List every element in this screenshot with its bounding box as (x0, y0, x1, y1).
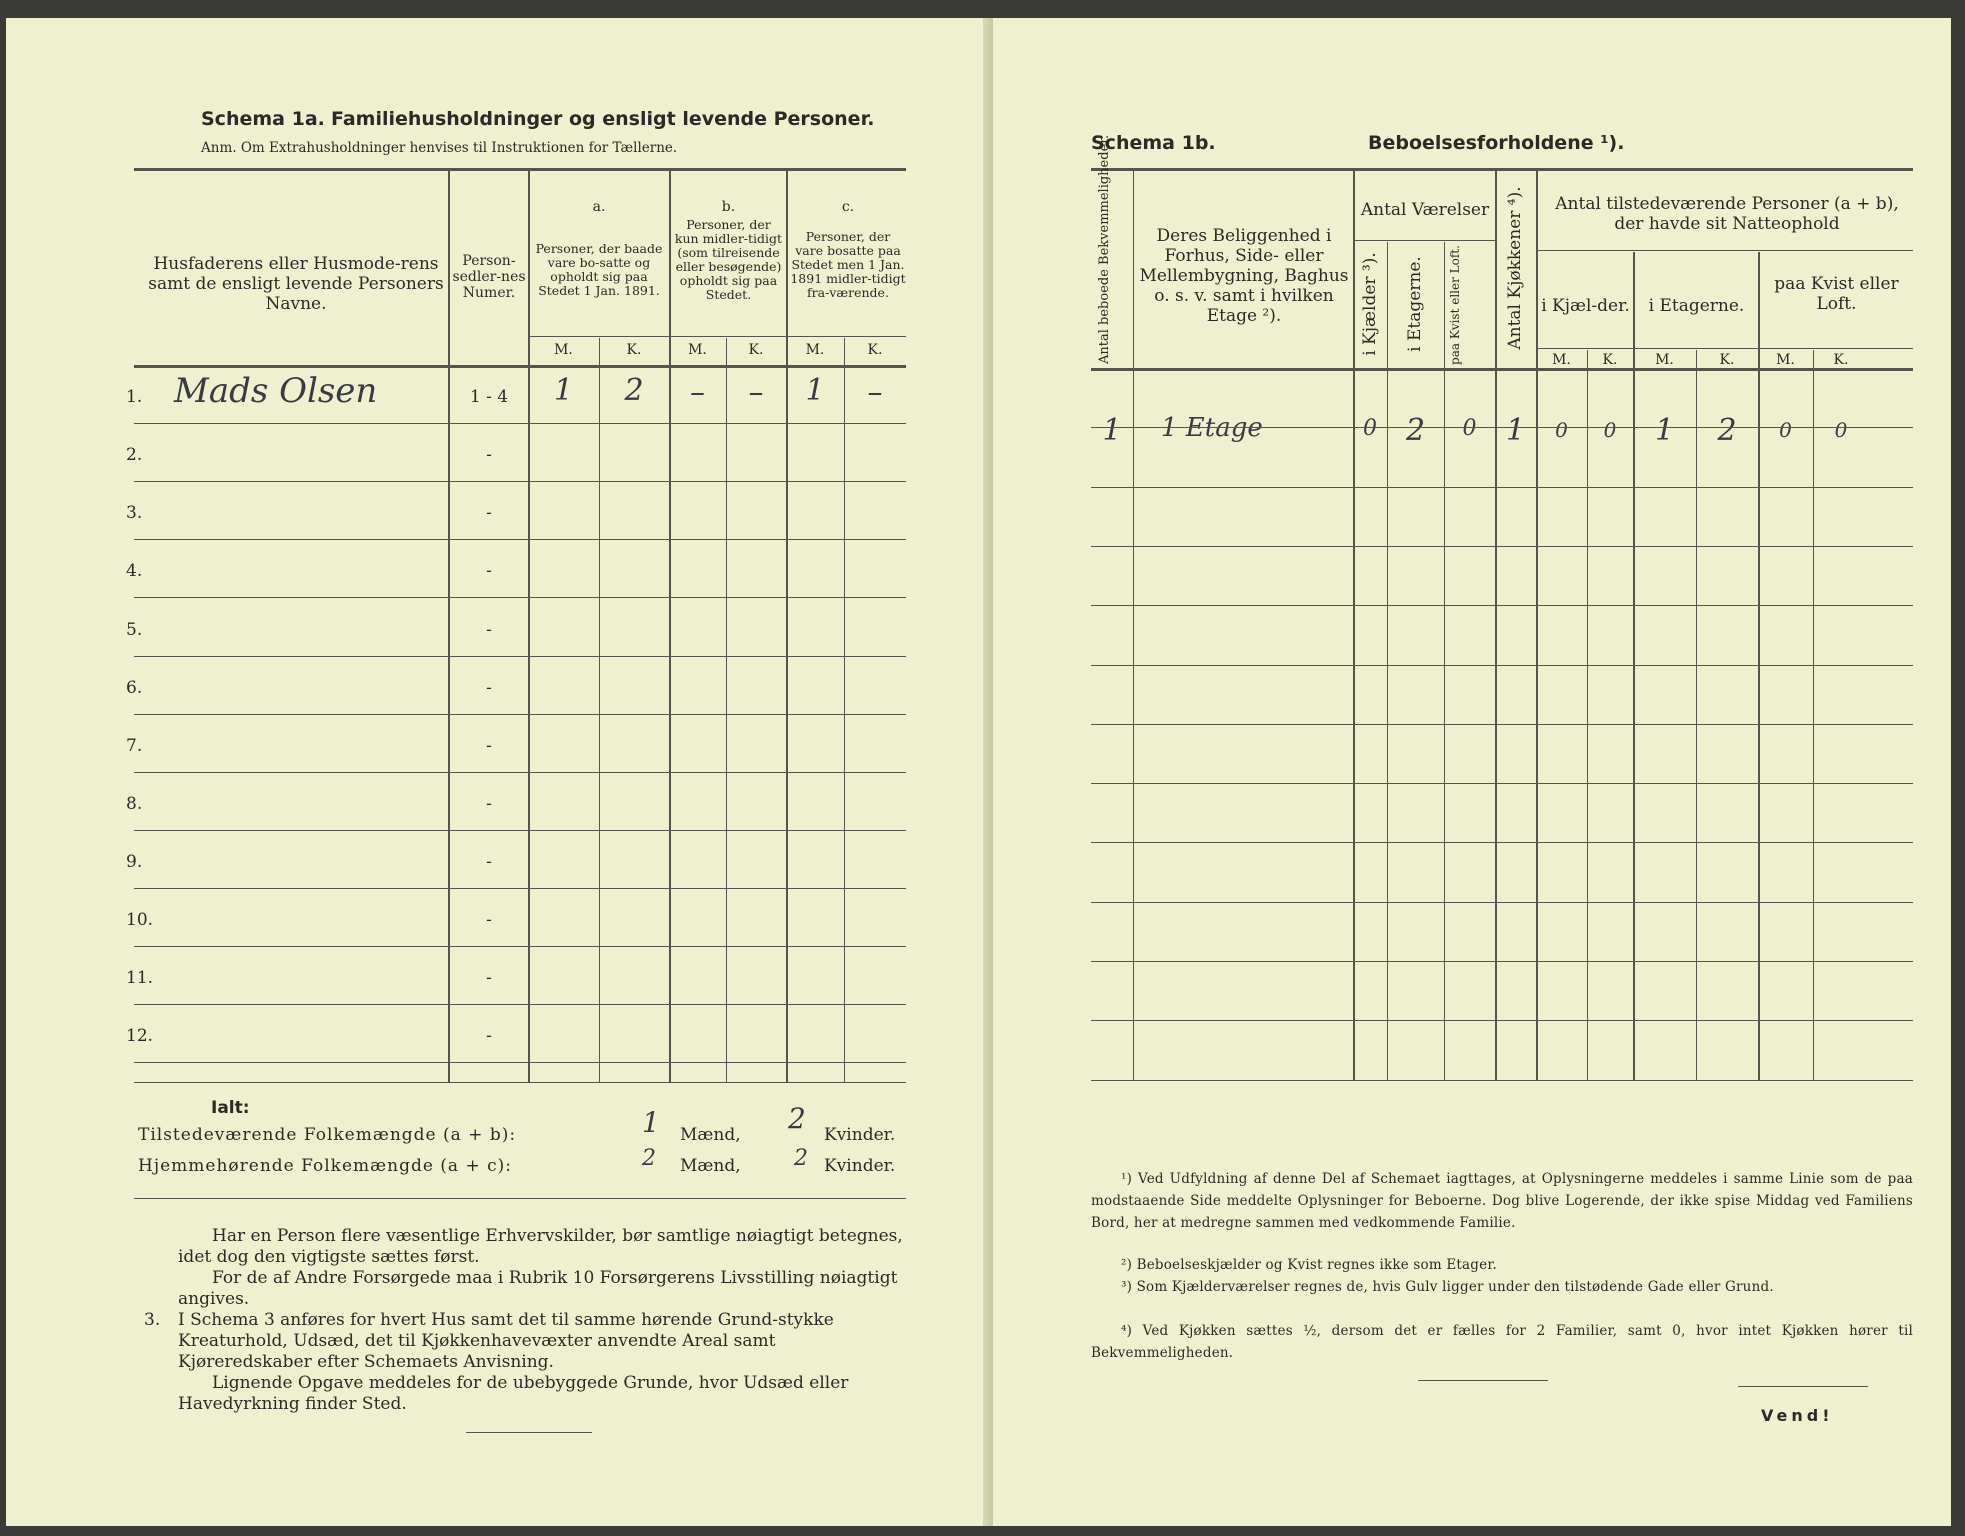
anm-note: Anm. Om Extrahusholdninger henvises til Instruktionen for Tællerne. (201, 140, 678, 156)
row-rule (134, 772, 906, 773)
right-page (993, 18, 1951, 1526)
col-b-header: Personer, der kun midler-tidigt (som tilreisende eller besøgende) opholdt sig paa Stedet. (674, 217, 783, 302)
row-person-num: - (486, 793, 492, 814)
col-paa-kvist-header: paa Kvist eller Loft. (1774, 274, 1899, 314)
col-i-kjaelder-header: i Kjæl-der. (1541, 296, 1630, 316)
hjem-m-value: 2 (642, 1146, 656, 1171)
row-rule (134, 597, 906, 598)
row-person-num: - (486, 561, 492, 582)
schema-1b-label: Schema 1b. (1091, 132, 1216, 154)
row-a-k: 2 (624, 373, 644, 409)
col-bekv-header: Antal beboede Bekvemmeligheder. (1097, 134, 1112, 364)
row-name: Mads Olsen (174, 371, 378, 412)
col-num-header: Person-sedler-nes Numer. (452, 253, 526, 301)
row-number: 2. (126, 445, 143, 466)
note-3-num: 3. (144, 1310, 161, 1330)
row-number: 7. (126, 735, 143, 756)
p2-k: K. (1719, 352, 1735, 368)
row-rule (134, 830, 906, 831)
col-name-header: Husfaderens eller Husmode-rens samt de ensligt levende Personers Navne. (148, 254, 444, 314)
r1-p2m: 1 (1654, 413, 1675, 448)
r1-bekv: 1 (1102, 413, 1122, 448)
hjem-kvinder: Kvinder. (824, 1156, 896, 1176)
row-number: 8. (126, 793, 143, 814)
col-c-header: Personer, der vare bosatte paa Stedet men 1 Jan. 1891 midler-tidigt fra-værende. (790, 229, 906, 300)
right-row-rule (1091, 605, 1913, 606)
tilst-m-value: 1 (642, 1106, 660, 1139)
schema-1a-label: Schema 1a. (201, 108, 325, 130)
ialt-label: Ialt: (211, 1098, 250, 1118)
footnote-4: ⁴) Ved Kjøkken sættes ½, dersom det er fælles for 2 Familier, samt 0, hvor intet Kjøkken hører til Bekvemmeligheden. (1091, 1323, 1913, 1361)
right-row-rule (1091, 427, 1913, 428)
hjem-maend: Mænd, (680, 1156, 741, 1176)
right-row-rule (1091, 487, 1913, 488)
tilst-maend: Mænd, (680, 1125, 741, 1145)
col-b-letter: b. (721, 199, 736, 215)
right-row-rule (1091, 902, 1913, 903)
row-c-k: – (867, 375, 883, 411)
row-person-num: - (486, 851, 492, 872)
col-a-header: Personer, der baade vare bo-satte og opholdt sig paa Stedet 1 Jan. 1891. (535, 241, 663, 298)
row-person-num: - (486, 1026, 492, 1047)
row-number: 1. (126, 387, 143, 408)
note-4: Lignende Opgave meddeles for de ubebyggede Grunde, hvor Udsæd eller Havedyrkning finder Sted. (178, 1373, 849, 1414)
r1-p3m: 0 (1779, 418, 1792, 442)
row-rule (134, 1004, 906, 1005)
left-page (6, 18, 993, 1526)
row-person-num: - (486, 910, 492, 930)
col-a-k: K. (626, 342, 642, 358)
right-row-rule (1091, 724, 1913, 725)
row-person-num: - (486, 677, 492, 698)
p1-k: K. (1602, 352, 1618, 368)
row-number: 4. (126, 561, 143, 582)
row-number: 11. (126, 968, 154, 989)
row-rule (134, 423, 906, 424)
col-a-m: M. (554, 342, 573, 358)
row-rule (134, 1062, 906, 1063)
col-kvist-header: paa Kvist eller Loft. (1448, 245, 1462, 365)
col-a-letter: a. (592, 199, 606, 215)
r1-et: 2 (1405, 413, 1426, 448)
col-b-k: K. (748, 342, 764, 358)
col-b-m: M. (688, 342, 707, 358)
row-number: 9. (126, 851, 143, 872)
row-person-num: - (486, 445, 492, 466)
col-belig-header: Deres Beliggenhed i Forhus, Side- eller Mellembygning, Baghus o. s. v. samt i hvilken Etage ²). (1139, 226, 1349, 326)
row-rule (134, 481, 906, 482)
tilst-k-value: 2 (788, 1102, 806, 1135)
r1-belig: 1 Etage (1161, 413, 1263, 443)
r1-kj: 0 (1363, 416, 1377, 441)
hjem-label: Hjemmehørende Folkemængde (a + c): (138, 1156, 512, 1176)
row-number: 3. (126, 503, 143, 524)
col-kjokkener-header: Antal Kjøkkener ⁴). (1505, 186, 1525, 350)
row-rule (134, 714, 906, 715)
col-tilst-header: Antal tilstedeværende Personer (a + b), der havde sit Natteophold (1555, 194, 1899, 234)
col-c-letter: c. (841, 199, 855, 215)
r1-p2k: 2 (1717, 413, 1737, 448)
r1-p1k: 0 (1603, 418, 1617, 442)
row-rule (134, 946, 906, 947)
p1-m: M. (1552, 352, 1571, 368)
row-rule (134, 656, 906, 657)
footnote-2: ²) Beboelseskjælder og Kvist regnes ikke som Etager. (1121, 1257, 1498, 1273)
hjem-k-value: 2 (794, 1146, 808, 1171)
col-c-m: M. (805, 342, 825, 358)
row-person-num: - (486, 619, 492, 640)
col-kjaelder-header: i Kjælder ³). (1360, 252, 1380, 356)
vend-label: Vend! (1761, 1406, 1834, 1425)
row-person-num: - (486, 503, 492, 524)
right-row-rule (1091, 665, 1913, 666)
p3-k: K. (1833, 352, 1849, 368)
schema-1a-title: Familiehusholdninger og ensligt levende Personer. (331, 108, 875, 130)
p3-m: M. (1776, 352, 1795, 368)
note-1: Har en Person flere væsentlige Erhvervskilder, bør samtlige nøiagtigt betegnes, idet dog den vigtigste sættes først. (178, 1226, 903, 1267)
row-number: 6. (126, 677, 143, 698)
row-person-num: 1 - 4 (469, 387, 509, 408)
note-2: For de af Andre Forsørgede maa i Rubrik 10 Forsørgerens Livsstilling nøiagtigt angives. (178, 1268, 898, 1309)
row-b-k: – (748, 375, 764, 411)
col-etagerne-header: i Etagerne. (1405, 256, 1425, 352)
col-i-etagerne-header: i Etagerne. (1648, 296, 1745, 316)
row-number: 12. (126, 1026, 154, 1047)
note-3: I Schema 3 anføres for hvert Hus samt det til samme hørende Grund-stykke Kreaturhold, Udsæd, det til Kjøkkenhavevæxter anvendte Areal samt Kjøreredskaber efter Schemaets Anvisning. (178, 1310, 834, 1372)
schema-1b-title: Beboelsesforholdene ¹). (1368, 132, 1625, 154)
row-rule (134, 888, 906, 889)
row-a-m: 1 (553, 373, 574, 409)
row-person-num: - (486, 735, 492, 756)
col-antal-vaer-header: Antal Værelser (1360, 200, 1490, 220)
row-person-num: - (486, 968, 492, 989)
right-row-rule (1091, 961, 1913, 962)
tilst-label: Tilstedeværende Folkemængde (a + b): (138, 1125, 517, 1145)
right-row-rule (1091, 842, 1913, 843)
row-b-m: – (690, 375, 705, 411)
r1-p3k: 0 (1834, 418, 1848, 442)
r1-kjok: 1 (1505, 413, 1526, 448)
col-c-k: K. (867, 342, 883, 358)
r1-kv: 0 (1462, 416, 1477, 441)
row-rule (134, 539, 906, 540)
right-row-rule (1091, 783, 1913, 784)
p2-m: M. (1655, 352, 1674, 368)
tilst-kvinder: Kvinder. (824, 1125, 896, 1145)
r1-p1m: 0 (1555, 418, 1568, 442)
right-row-rule (1091, 546, 1913, 547)
footnote-1: ¹) Ved Udfyldning af denne Del af Schemaet iagttages, at Oplysningerne meddeles i samme Linie som de paa modstaaende Side meddelte Oplysninger for Beboerne. Dog blive Logerende, der ikke spise Middag ved Familiens Bord, her at medregne sammen med vedkommende Familie. (1091, 1171, 1913, 1231)
row-c-m: 1 (805, 373, 825, 409)
row-number: 10. (126, 910, 154, 930)
footnote-3: ³) Som Kjælderværelser regnes de, hvis Gulv ligger under den tilstødende Gade eller Grund. (1121, 1279, 1774, 1295)
row-number: 5. (126, 619, 143, 640)
right-row-rule (1091, 1020, 1913, 1021)
